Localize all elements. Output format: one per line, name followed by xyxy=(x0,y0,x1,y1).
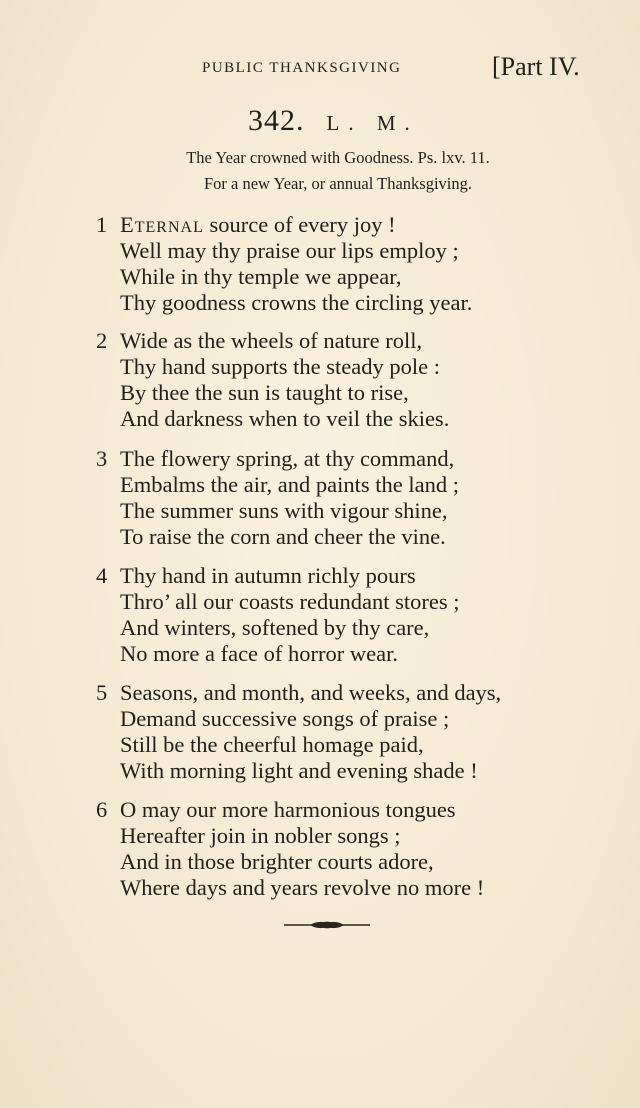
stanza-number: 6 xyxy=(96,797,108,822)
verse-line: Wide as the wheels of nature roll, xyxy=(120,328,423,353)
verse-line: By thee the sun is taught to rise, xyxy=(120,380,409,405)
verse-line: Embalms the air, and paints the land ; xyxy=(120,472,460,497)
verse-line: To raise the corn and cheer the vine. xyxy=(120,524,446,549)
first-word: Eternal xyxy=(120,212,204,237)
part-label: [Part IV. xyxy=(492,52,580,81)
line-rest: source of every joy ! xyxy=(203,212,396,237)
hymn-header xyxy=(248,104,419,138)
verse-line: Seasons, and month, and weeks, and days, xyxy=(120,680,502,705)
verse-line: Where days and years revolve no more ! xyxy=(120,875,485,900)
hymn-number: 342. xyxy=(248,104,305,137)
stanza-number: 4 xyxy=(96,563,108,588)
verse-line: Thy goodness crowns the circling year. xyxy=(120,290,473,315)
hymn-subtitle-scripture: The Year crowned with Goodness. Ps. lxv. 11. xyxy=(186,148,490,167)
verse-line: Thy hand in autumn richly pours xyxy=(120,563,416,588)
running-title: PUBLIC THANKSGIVING xyxy=(202,60,402,76)
verse-line: With morning light and evening shade ! xyxy=(120,758,478,783)
verse-line: And winters, softened by thy care, xyxy=(120,615,430,640)
stanza-number: 5 xyxy=(96,680,108,705)
hymn-meter: L. M. xyxy=(326,111,419,135)
verse-line: And in those brighter courts adore, xyxy=(120,849,434,874)
stanza-number: 1 xyxy=(96,212,108,237)
verse-line: Demand successive songs of praise ; xyxy=(120,706,450,731)
hymn-subtitle-occasion: For a new Year, or annual Thanksgiving. xyxy=(203,174,473,193)
verse-line: While in thy temple we appear, xyxy=(120,264,402,289)
verse-line xyxy=(120,212,396,238)
verse-line: Thro’ all our coasts redundant stores ; xyxy=(120,589,460,614)
verse-line: Thy hand supports the steady pole : xyxy=(120,354,440,379)
faded-bleedthrough xyxy=(469,911,640,968)
verse-line: O may our more harmonious tongues xyxy=(120,797,456,822)
stanza-number: 2 xyxy=(96,328,108,353)
tailpiece-ornament-icon xyxy=(284,918,370,932)
verse-line: Still be the cheerful homage paid, xyxy=(120,732,424,757)
verse-line: And darkness when to veil the skies. xyxy=(120,406,450,431)
verse-line: The summer suns with vigour shine, xyxy=(120,498,448,523)
verse-line: Hereafter join in nobler songs ; xyxy=(120,823,401,848)
verse-line: Well may thy praise our lips employ ; xyxy=(120,238,459,263)
verse-line: The flowery spring, at thy command, xyxy=(120,446,455,471)
stanza-number: 3 xyxy=(96,446,108,471)
verse-line: No more a face of horror wear. xyxy=(120,641,398,666)
